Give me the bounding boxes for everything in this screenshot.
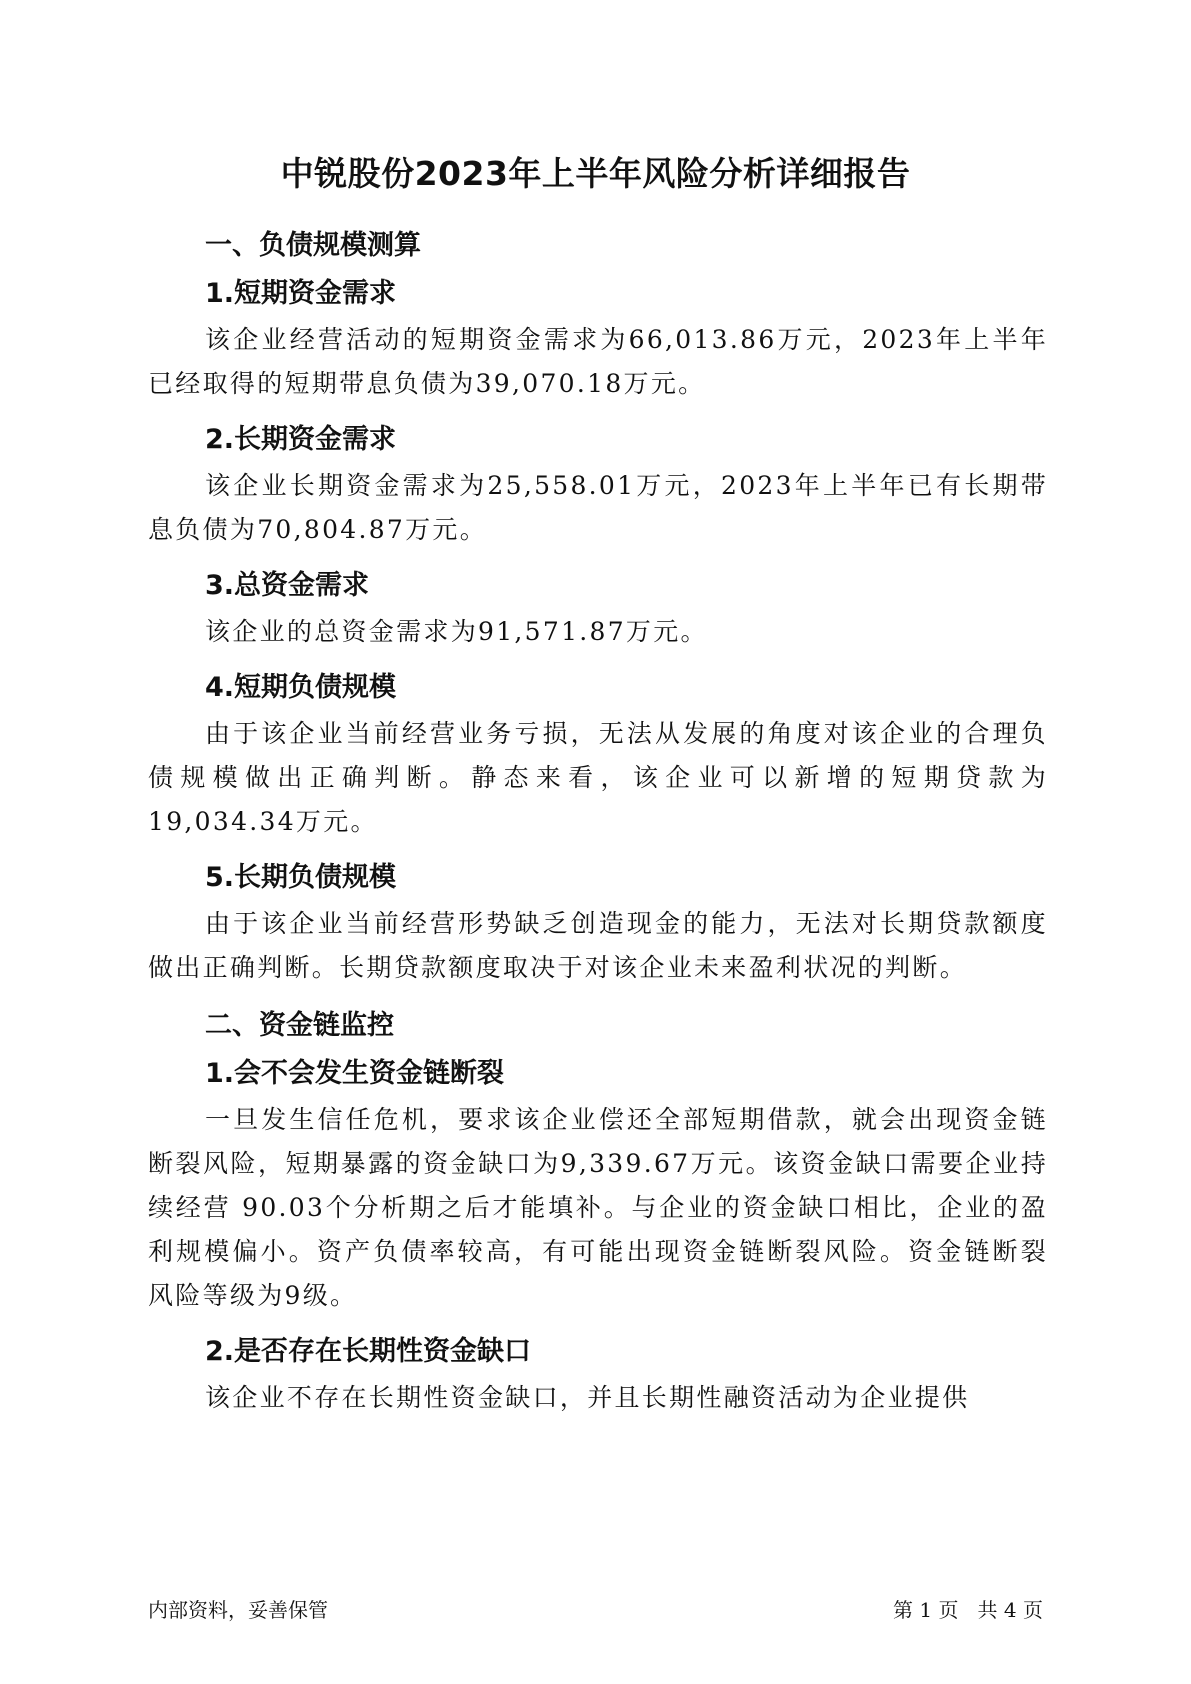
paragraph: 该企业的总资金需求为91,571.87万元。 xyxy=(205,617,708,646)
subsection-heading: 3.总资金需求 xyxy=(205,570,370,601)
subsection-heading: 1.会不会发生资金链断裂 xyxy=(205,1058,505,1089)
document-body xyxy=(148,222,1048,1430)
subsection-heading: 2.长期资金需求 xyxy=(205,424,397,455)
section-heading-funding-chain: 二、资金链监控 xyxy=(205,1010,394,1041)
footer-page-number: 第 1 页 共 4 页 xyxy=(893,1598,1043,1622)
paragraph: 由于该企业当前经营业务亏损，无法从发展的角度对该企业的合理负债规模做出正确判断。静态来看，该企业可以新增的短期贷款为19,034.34万元。 xyxy=(148,719,1048,836)
footer-confidential-note: 内部资料，妥善保管 xyxy=(148,1598,328,1622)
paragraph: 该企业长期资金需求为25,558.01万元，2023年上半年已有长期带息负债为70,804.87万元。 xyxy=(148,471,1048,544)
subsection-heading: 4.短期负债规模 xyxy=(205,672,397,703)
document-title: 中锐股份2023年上半年风险分析详细报告 xyxy=(280,154,911,193)
subsection-heading: 1.短期资金需求 xyxy=(205,278,397,309)
subsection-heading: 2.是否存在长期性资金缺口 xyxy=(205,1336,532,1367)
paragraph: 一旦发生信任危机，要求该企业偿还全部短期借款，就会出现资金链断裂风险，短期暴露的资金缺口为9,339.67万元。该资金缺口需要企业持续经营 90.03个分析期之后才能填补。与企业的资金缺口相比，企业的盈利规模偏小。资产负债率较高，有可能出现资金链断裂风险。资金链断裂风险等级为9级。 xyxy=(148,1105,1048,1310)
paragraph: 该企业经营活动的短期资金需求为66,013.86万元，2023年上半年已经取得的短期带息负债为39,070.18万元。 xyxy=(148,325,1048,398)
section-heading-debt-scale: 一、负债规模测算 xyxy=(205,230,421,261)
subsection-heading: 5.长期负债规模 xyxy=(205,862,397,893)
paragraph: 该企业不存在长期性资金缺口，并且长期性融资活动为企业提供 xyxy=(205,1383,970,1412)
paragraph: 由于该企业当前经营形势缺乏创造现金的能力，无法对长期贷款额度做出正确判断。长期贷款额度取决于对该企业未来盈利状况的判断。 xyxy=(148,909,1048,982)
